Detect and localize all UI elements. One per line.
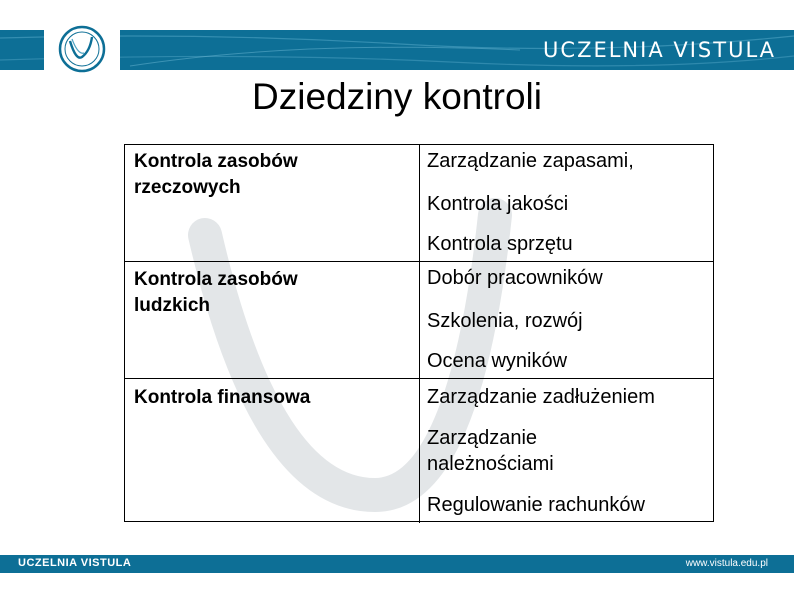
category-cell: Kontrola zasobów ludzkich (134, 269, 298, 316)
category-cell: Kontrola zasobów rzeczowych (134, 151, 298, 198)
header-brand: UCZELNIA VISTULA (543, 38, 776, 62)
category-cell: Kontrola finansowa (134, 387, 311, 408)
row-divider (419, 378, 713, 379)
logo (44, 17, 120, 81)
item-text: Kontrola jakości (427, 193, 569, 215)
item-text: Zarządzanie zadłużeniem (427, 386, 655, 408)
column-divider (419, 145, 420, 523)
row-divider (419, 261, 713, 262)
item-text: Kontrola sprzętu (427, 233, 573, 255)
item-text: Szkolenia, rozwój (427, 310, 583, 332)
item-text: Dobór pracowników (427, 267, 603, 289)
row-divider (125, 261, 419, 262)
item-text: Zarządzanie należnościami (427, 427, 554, 475)
item-text: Ocena wyników (427, 350, 568, 372)
item-text: Regulowanie rachunków (427, 494, 645, 516)
footer-brand: UCZELNIA VISTULA (18, 557, 132, 569)
vistula-logo-icon (44, 17, 120, 81)
footer-url[interactable]: www.vistula.edu.pl (685, 558, 768, 569)
item-text: Zarządzanie zapasami, (427, 150, 634, 172)
slide-title: Dziedziny kontroli (252, 76, 542, 117)
control-table (124, 144, 714, 522)
row-divider (125, 378, 419, 379)
